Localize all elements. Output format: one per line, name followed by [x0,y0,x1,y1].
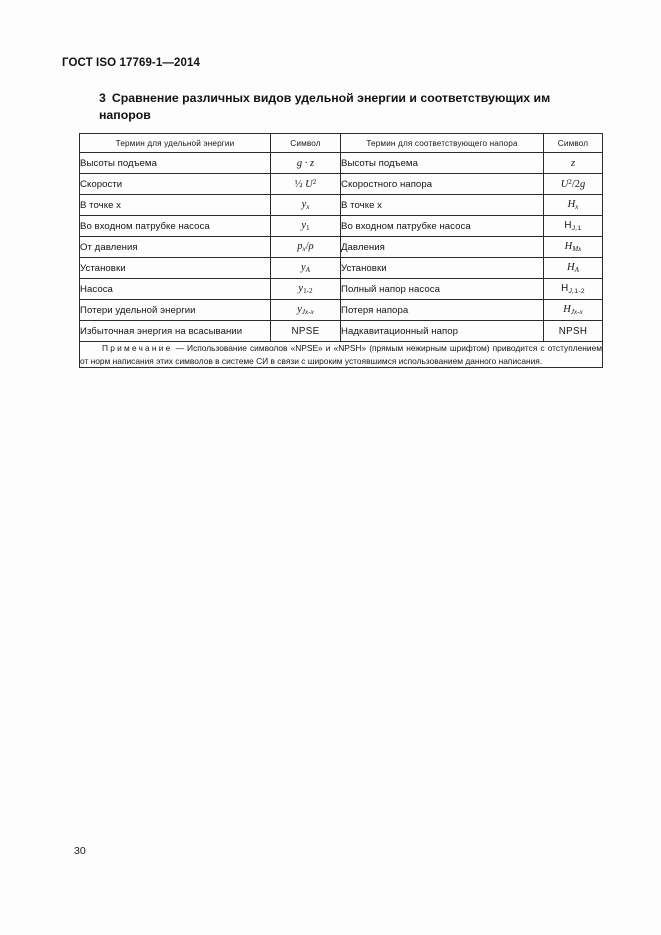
table-row [80,279,603,300]
cell-energy-symbol: $y_{1-2}$ [271,279,341,300]
cell-energy-symbol: ½ $U^2$ [271,174,341,195]
cell-head-term: Надкавитационный напор [341,321,544,342]
col-header-head-symbol: Символ [544,134,603,153]
cell-head-symbol: $H_{J,1-2}$ [544,279,603,300]
note-dash: — [175,343,184,353]
cell-head-symbol: NPSH [544,321,603,342]
col-header-energy-term: Термин для удельной энергии [80,134,271,153]
table-note [80,342,603,368]
table-row [80,300,603,321]
cell-head-term [341,195,544,216]
cell-energy-term [80,195,271,216]
cell-energy-term: Во входном патрубке насоса [80,216,271,237]
table-row [80,237,603,258]
cell-head-term: Потеря напора [341,300,544,321]
table-header [80,134,603,153]
cell-energy-symbol: g · z [271,153,341,174]
cell-energy-term: Высоты подъема [80,153,271,174]
cell-energy-symbol: $y_A$ [271,258,341,279]
table-row [80,195,603,216]
cell-energy-symbol: $y_1$ [271,216,341,237]
cell-energy-term: Скорости [80,174,271,195]
col-header-energy-symbol: Символ [271,134,341,153]
cell-head-symbol: $H_{J,1}$ [544,216,603,237]
cell-head-term: Установки [341,258,544,279]
table-header-row [80,134,603,153]
table-row [80,258,603,279]
cell-head-symbol: $H_{Jx-x}$ [544,300,603,321]
cell-head-term: Высоты подъема [341,153,544,174]
cell-head-symbol: $H_A$ [544,258,603,279]
cell-head-symbol: z [544,153,603,174]
cell-head-term: Во входном патрубке насоса [341,216,544,237]
note-label: Примечание [102,343,173,353]
cell-head-symbol: $U^2/2g$ [544,174,603,195]
cell-head-term: Давления [341,237,544,258]
cell-energy-symbol: $y_x$ [271,195,341,216]
term-text: В точке x [80,199,122,211]
table-row [80,321,603,342]
cell-energy-term: Насоса [80,279,271,300]
clause-title: Сравнение различных видов удельной энергии и соответствующих им напоров [99,91,551,122]
cell-energy-symbol: $p_x/\rho$ [271,237,341,258]
comparison-table [79,133,603,368]
comparison-table-container [79,133,602,368]
page-number: 30 [74,845,86,857]
cell-energy-term: Потери удельной энергии [80,300,271,321]
cell-energy-term: От давления [80,237,271,258]
cell-head-symbol: $H_x$ [544,195,603,216]
cell-energy-symbol: NPSE [271,321,341,342]
clause-heading [99,90,605,124]
cell-head-symbol: $H_{Mx}$ [544,237,603,258]
cell-energy-term: Избыточная энергия на всасывании [80,321,271,342]
cell-head-term: Скоростного напора [341,174,544,195]
cell-energy-term: Установки [80,258,271,279]
table-body [80,153,603,368]
term-text: В точке x [341,199,383,211]
cell-head-term: Полный напор насоса [341,279,544,300]
table-row [80,153,603,174]
clause-number: 3 [99,91,106,105]
cell-energy-symbol: $y_{Jx-x}$ [271,300,341,321]
table-row [80,174,603,195]
table-row [80,216,603,237]
col-header-head-term: Термин для соответствующего напора [341,134,544,153]
note-text: Использование символов «NPSE» и «NPSH» (прямым нежирным шрифтом) приводится с отступлением от норм написания этих символов в системе СИ в связи с широким устоявшимся использованием данного написания. [80,343,603,366]
running-header: ГОСТ ISO 17769-1—2014 [62,57,200,69]
table-note-row [80,342,603,368]
